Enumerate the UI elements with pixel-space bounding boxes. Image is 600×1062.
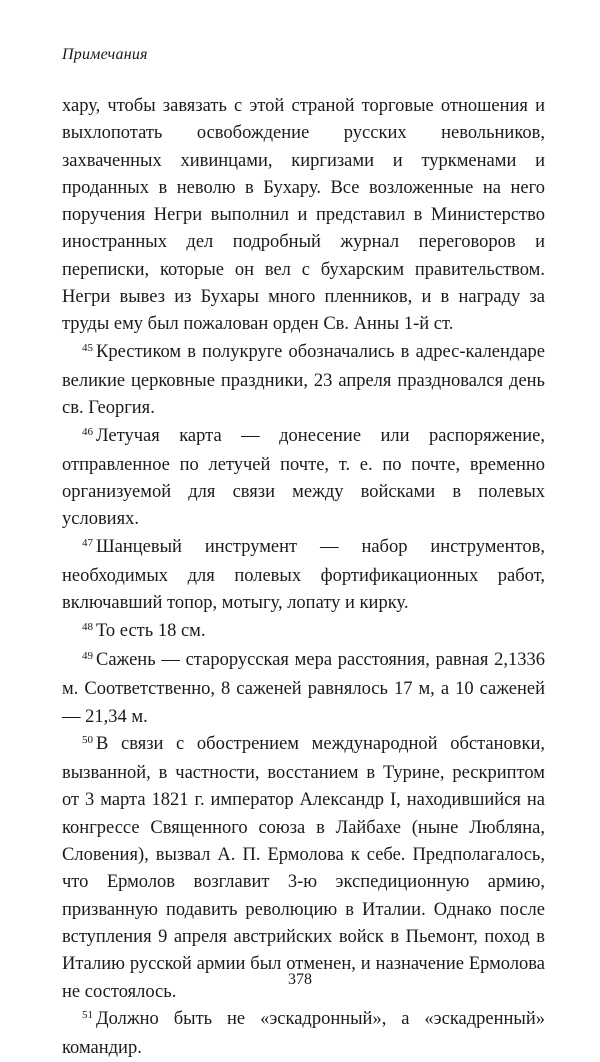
footnote-text: Сажень — старорусская мера расстояния, равная 2,1336 м. Соответственно, 8 саженей равнялось 17 м, а 10 саженей — 21,34 м. (62, 649, 545, 727)
continued-note-text: хару, чтобы завязать с этой страной торговые отношения и выхлопотать освобождение русских невольников, захваченных хивинцами, киргизами и туркменами и проданных в неволю в Бухару. Все возложенные на него поручения Негри выполнил и представил в Министерство иностранных дел подробный журнал переговоров и переписки, которые он вел с бухарским правительством. Негри вывез из Бухары много пленников, и в награду за труды ему был пожалован орден Св. Анны 1-й ст. (62, 96, 545, 335)
footnote-49 (62, 647, 545, 731)
running-header: Примечания (62, 46, 148, 63)
footnote-number: 51 (82, 1008, 93, 1021)
footnote-48 (62, 618, 545, 647)
footnote-text: Шанцевый инструмент — набор инструментов, необходимых для полевых фортификационных работ, включавший топор, мотыгу, лопату и кирку. (62, 536, 545, 614)
footnote-number: 45 (82, 341, 93, 354)
footnote-50 (62, 731, 545, 1006)
footnote-number: 50 (82, 733, 93, 746)
footnote-text: То есть 18 см. (96, 620, 206, 641)
page-number: 378 (288, 971, 312, 988)
footnote-number: 47 (82, 536, 93, 549)
footnote-45 (62, 339, 545, 423)
footnote-number: 48 (82, 620, 93, 633)
footnote-text: Летучая карта — донесение или распоряжение, отправленное по летучей почте, т. е. по почте, временно организуемой для связи между войсками в полевых условиях. (62, 425, 545, 530)
footnote-47 (62, 534, 545, 618)
footnote-number: 46 (82, 425, 93, 438)
footnote-51 (62, 1006, 545, 1062)
footnote-text: Должно быть не «эскадронный», а «эскадренный» командир. (62, 1008, 545, 1059)
footnote-text: Крестиком в полукруге обозначались в адрес-календаре великие церковные праздники, 23 апреля праздновался день св. Георгия. (62, 341, 545, 419)
footnote-text: В связи с обострением международной обстановки, вызванной, в частности, восстанием в Турине, рескриптом от 3 марта 1821 г. император Александр I, находившийся на конгрессе Священного союза в Лайбахе (ныне Любляна, Словения), вызвал А. П. Ермолова к себе. Предполагалось, что Ермолов возглавит 3-ю экспедиционную армию, призванную подавить революцию в Италии. Однако после вступления 9 апреля австрийских войск в Пьемонт, поход в Италию русской армии был отменен, и назначение Ермолова не состоялось. (62, 733, 545, 1002)
footnote-46 (62, 423, 545, 534)
notes-body (62, 93, 545, 1062)
footnote-number: 49 (82, 649, 93, 662)
